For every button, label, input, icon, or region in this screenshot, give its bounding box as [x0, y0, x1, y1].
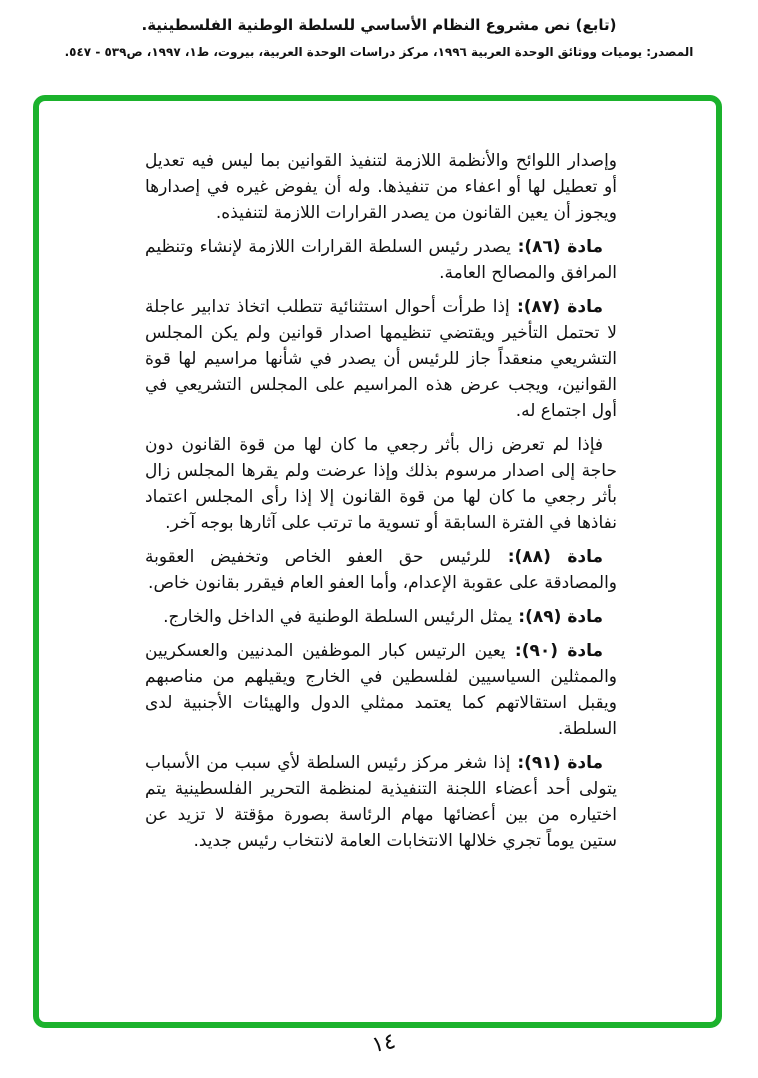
article-88	[145, 544, 617, 596]
page-number: ١٤	[369, 1028, 398, 1059]
paragraph-continuation-intro	[145, 148, 617, 226]
article-text-column	[145, 148, 617, 854]
page-title: (تابع) نص مشروع النظام الأساسي للسلطة الوطنية الفلسطينية.	[141, 16, 617, 34]
article-86-text: يصدر رئيس السلطة القرارات اللازمة لإنشاء وتنظيم المرافق والمصالح العامة.	[145, 237, 617, 283]
article-91-text: إذا شغر مركز رئيس السلطة لأي سبب من الأسباب يتولى أحد أعضاء اللجنة التنفيذية لمنظمة التحرير الفلسطينية يتم اختياره من بين أعضائها مهام الرئاسة بصورة مؤقتة لا تزيد عن ستين يوماً تجري خلالها الانتخابات العامة لانتخاب رئيس جديد.	[145, 753, 617, 851]
article-88-text: للرئيس حق العفو الخاص وتخفيض العقوبة والمصادقة على عقوبة الإعدام، وأما العفو العام فيقرر بقانون خاص.	[145, 547, 617, 593]
article-90-label: مادة (٩٠):	[505, 641, 603, 661]
article-86-label: مادة (٨٦):	[510, 237, 603, 257]
article-87	[145, 294, 617, 424]
article-89-text: يمثل الرئيس السلطة الوطنية في الداخل والخارج.	[163, 607, 513, 627]
article-90-text: يعين الرتيس كبار الموظفين المدنيين والعسكريين والممثلين السياسيين لفلسطين في الخارج ويقيلهم من مناصبهم ويقبل استقالاتهم كما يعتمد ممثلي الدول والهيئات الأجنبية لدى السلطة.	[145, 641, 617, 739]
article-87-label: مادة (٨٧):	[509, 297, 603, 317]
article-91	[145, 750, 617, 854]
article-86	[145, 234, 617, 286]
article-88-label: مادة (٨٨):	[491, 547, 603, 567]
paragraph-text: وإصدار اللوائح والأنظمة اللازمة لتنفيذ القوانين بما ليس فيه تعديل أو تعطيل لها أو اعفاء من تنفيذها. وله أن يفوض غيره في إصدارها ويجوز أن يعين القانون من يصدر القرارات اللازمة لتنفيذه.	[145, 151, 617, 223]
article-87-text: إذا طرأت أحوال استثنائية تتطلب اتخاذ تدابير عاجلة لا تحتمل التأخير ويقتضي تنظيمها اصدار قوانين ولم يكن المجلس التشريعي منعقداً جاز للرئيس أن يصدر في شأنها مراسيم لها قوة القوانين، ويجب عرض هذه المراسيم على المجلس التشريعي في أول اجتماع له.	[145, 297, 617, 421]
article-87-continuation	[145, 432, 617, 536]
paragraph-text: فإذا لم تعرض زال بأثر رجعي ما كان لها من قوة القانون دون حاجة إلى اصدار مرسوم بذلك وإذا عرضت ولم يقرها المجلس زال بأثر رجعي ما كان لها من قوة القانون إلا إذا رأى المجلس اعتماد نفاذها في الفترة السابقة أو تسوية ما ترتب على آثارها بوجه آخر.	[145, 435, 617, 533]
content-border-frame	[33, 95, 722, 1028]
article-89-label: مادة (٨٩):	[512, 607, 603, 627]
article-89	[145, 604, 617, 630]
article-91-label: مادة (٩١):	[510, 753, 604, 773]
source-citation: المصدر: يوميات ووثائق الوحدة العربية ١٩٩٦، مركز دراسات الوحدة العربية، بيروت، ط١، ١٩٩٧، ص٥٣٩ - ٥٤٧.	[64, 45, 694, 59]
document-header	[0, 0, 758, 59]
article-90	[145, 638, 617, 742]
